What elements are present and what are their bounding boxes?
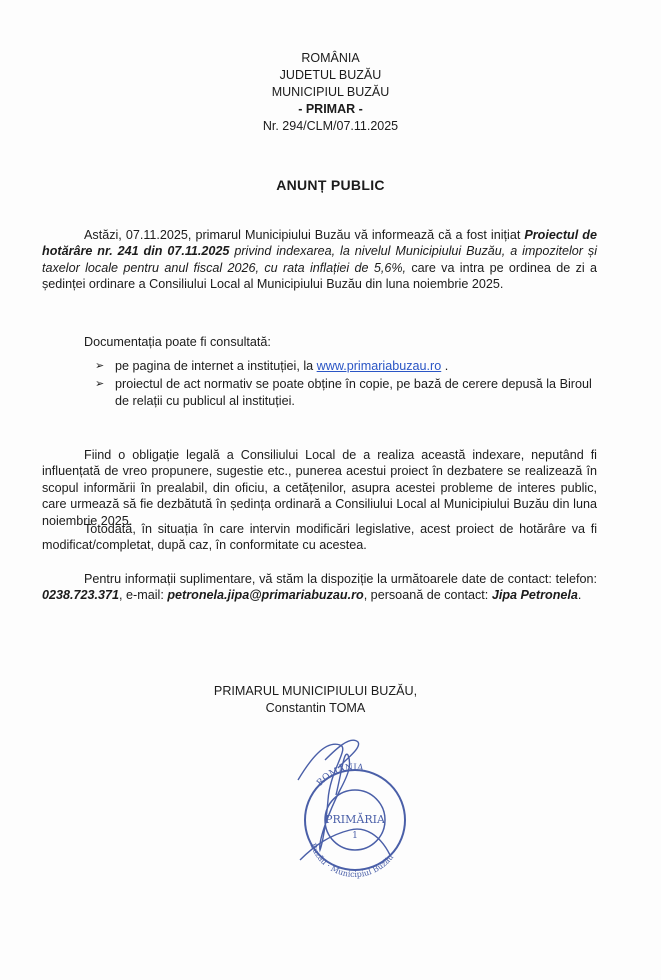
mayor-name: Constantin TOMA [265,701,366,715]
stamp-number: 1 [352,831,358,841]
email-label: , e-mail: [119,588,168,603]
letterhead [0,50,661,135]
stamp-center-text: PRIMĂRIA [325,813,385,826]
announcement-paragraph [42,227,597,293]
phone-number: 0238.723.371 [42,588,120,603]
contact-paragraph [42,571,597,604]
arrow-bullet-icon: ➢ [95,378,105,391]
intro-text: Astăzi, 07.11.2025, primarul Municipiului Buzău vă informează că a fost inițiat [84,228,525,242]
stamp-top-text: ROMÂNIA [315,762,364,789]
county-line: JUDETUL BUZĂU [279,68,382,82]
official-stamp [270,720,430,890]
contact-person: Jipa Petronela [491,588,578,603]
contact-intro: Pentru informații suplimentare, vă stăm la dispoziție la următoarele date de contact: telefon: [84,572,597,586]
documentation-heading: Documentația poate fi consultată: [84,335,271,349]
website-link[interactable]: www.primariabuzau.ro [316,359,442,373]
obligation-paragraph: Fiind o obligație legală a Consiliului Local de a realiza această indexare, neputând fi influențată de vreo propunere, sugestie etc., punerea acestui proiect în dezbatere se realizează în scopul informării în prealabil, din oficiu, a cetățenilor, asupra acestei probleme de interes public, care urmează să fie dezbătută în ședința ordinară a Consiliului Local al Municipiului Buzău din luna noiembrie 2025. [42,448,597,528]
mayor-role: PRIMARUL MUNICIPIULUI BUZĂU, [213,684,418,698]
modification-paragraph: Totodată, în situația în care intervin modificări legislative, acest proiect de hotărâre va fi modificat/completat, după caz, în conformitate cu acestea. [42,522,597,553]
arrow-bullet-icon: ➢ [95,360,105,372]
list-item [95,358,600,374]
copy-request-text: proiectul de act normativ se poate obține în copie, pe bază de cerere depusă la Biroul de relații cu publicul al instituției. [115,377,592,408]
list-item [95,376,600,409]
website-text: pe pagina de internet a instituției, la [115,359,317,373]
meeting-text: care va intra pe ordinea de zi a ședinței ordinare a Consiliului Local al Municipiului Buzău din luna noiembrie 2025. [42,260,597,292]
document-title: ANUNȚ PUBLIC [276,177,385,193]
municipality-line: MUNICIPIUL BUZĂU [271,85,390,99]
documentation-list [95,358,600,411]
email-address: petronela.jipa@primariabuzau.ro [167,588,364,603]
reference-number: Nr. 294/CLM/07.11.2025 [262,119,399,133]
website-end: . [441,359,449,373]
office-line: - PRIMAR - [298,102,363,116]
signature-block [0,683,661,717]
country-line: ROMÂNIA [301,51,360,65]
stamp-bottom-text: Buzău · Municipiul Buzău [308,841,396,880]
contact-end: . [577,588,582,603]
project-reference: Proiectul de hotărâre nr. 241 din 07.11.2025 [42,228,597,259]
person-label: , persoană de contact: [363,588,492,603]
stamp-seal [305,762,405,879]
project-description: privind indexarea, la nivelul Municipiului Buzău, a impozitelor și taxelor locale pentru anul fiscal 2026, cu rata inflației de 5,6%, [42,244,598,275]
